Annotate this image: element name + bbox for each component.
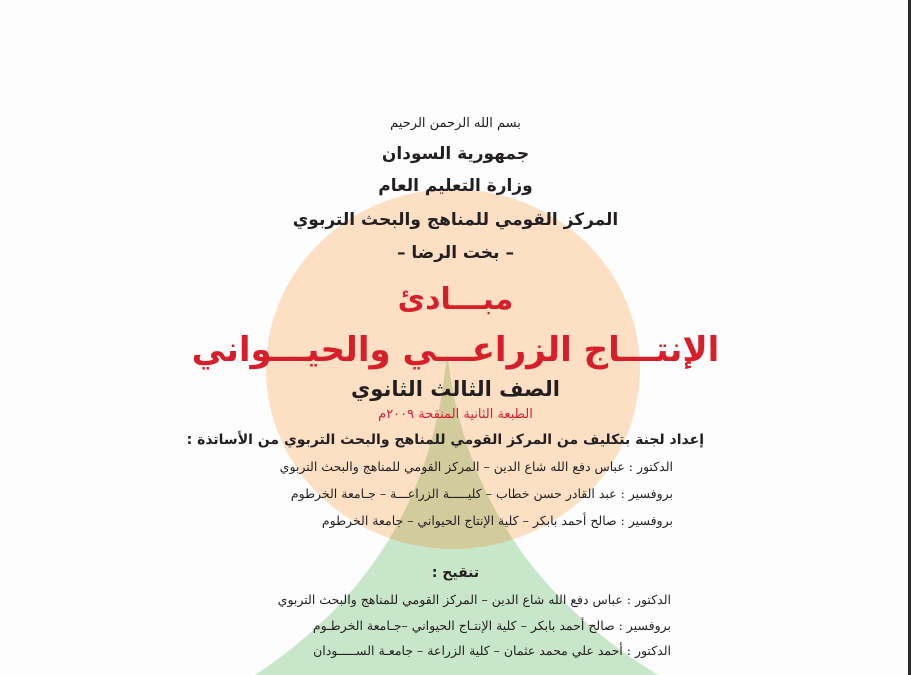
preparation-author-3: بروفسير : صالح أحمد بابكر – كلية الإنتاج الحيواني – جامعة الخرطوم xyxy=(321,513,673,528)
ministry-name: وزارة التعليم العام xyxy=(378,176,533,196)
location-name: – بخت الرضا – xyxy=(397,243,514,263)
basmala: بسم الله الرحمن الرحيم xyxy=(390,116,521,131)
book-title-line1: مبـــادئ xyxy=(397,282,514,317)
preparation-author-2: بروفسير : عبد القادر حسن خطاب – كليـــــة الزراعـــة – جـامعة الخرطوم xyxy=(290,486,673,501)
grade-level: الصف الثالث الثانوي xyxy=(351,377,560,401)
country-name: جمهورية السودان xyxy=(381,144,530,164)
revision-reviewer-2: بروفسير : صالح أحمد بابكر – كلية الإنتـاج الحيواني –جـامعة الخرطـوم xyxy=(312,618,671,633)
preparation-author-1: الدكتور : عباس دفع الله شاع الدين – المركز القومي للمناهج والبحث التربوي xyxy=(279,459,673,474)
preparation-heading: إعداد لجنة بتكليف من المركز القومي للمناهج والبحث التربوي من الأساتذة : xyxy=(186,432,704,448)
revision-reviewer-1: الدكتور : عباس دفع الله شاع الدين – المركز القومي للمناهج والبحث التربوي xyxy=(277,592,671,607)
edition-info: الطبعة الثانية المنقحة ٢٠٠٩م xyxy=(378,407,533,422)
book-title-line2: الإنتـــاج الزراعـــي والحيـــواني xyxy=(191,330,720,370)
center-name: المركز القومي للمناهج والبحث التربوي xyxy=(292,210,619,230)
revision-reviewer-3: الدكتور : أحمد علي محمد عثمان – كلية الزراعة – جامعـة السـ‍‍‍‍‍ــــودان xyxy=(313,643,671,658)
revision-heading: تنقيح : xyxy=(431,565,480,581)
